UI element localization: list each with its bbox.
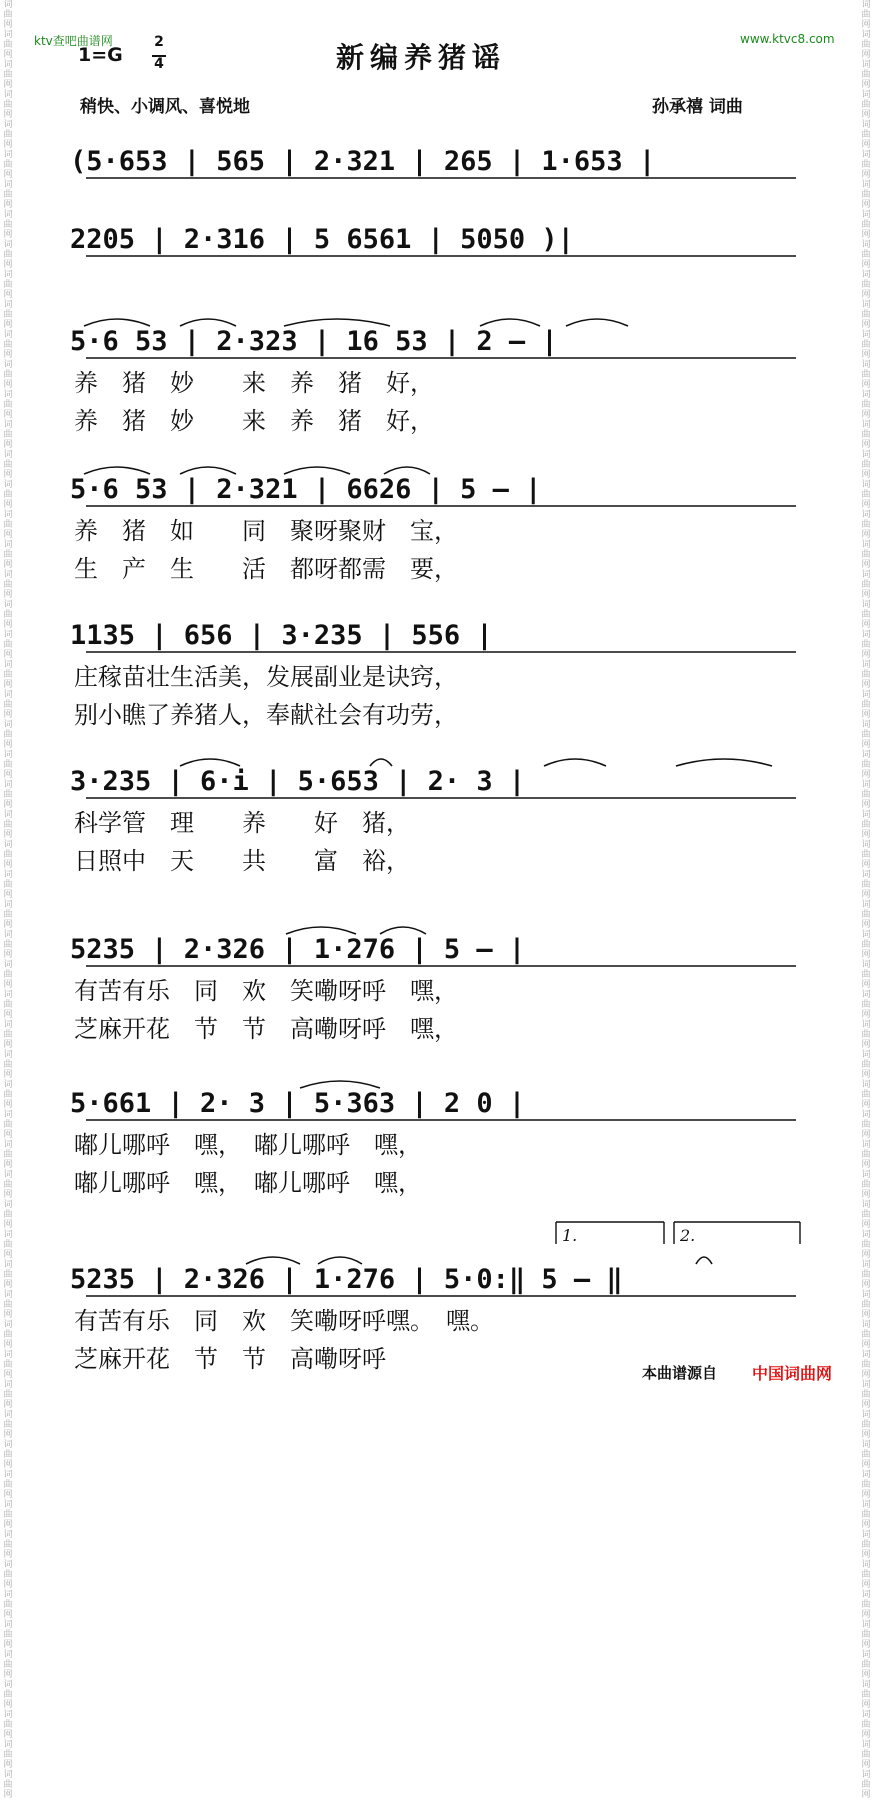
watermark-right: www.ktvc8.com <box>740 32 835 46</box>
system-4-lyric-1: 养 猪 如 同 聚呀聚财 宝， <box>74 517 458 545</box>
slur <box>246 1257 300 1264</box>
key-signature: 1=G <box>78 44 123 66</box>
system-9-notes: 5235 | 2·326 | 1·276 | 5·0:‖ 5 — ‖ <box>70 1264 623 1295</box>
slur <box>180 319 236 326</box>
volta-first: 1. <box>562 1226 578 1245</box>
time-signature-top: 2 <box>154 34 164 50</box>
slur <box>566 319 628 326</box>
system-4-lyric-2: 生 产 生 活 都呀都需 要， <box>74 555 458 583</box>
volta-second: 2. <box>680 1226 696 1245</box>
slur <box>180 759 240 766</box>
system-4-notes: 5·6 53 | 2·321 | 6626 | 5 — | <box>70 474 542 505</box>
slur <box>384 467 430 474</box>
system-7-lyric-2: 芝麻开花 节 节 高嘞呀呼 嘿， <box>74 1015 458 1043</box>
system-7-notes: 5235 | 2·326 | 1·276 | 5 — | <box>70 934 526 965</box>
slur <box>696 1257 712 1264</box>
system-5-lyric-2: 别小瞧了养猪人，奉献社会有功劳， <box>74 701 458 729</box>
slur <box>676 759 772 766</box>
system-9-lyric-1: 有苦有乐 同 欢 笑嘞呀呼嘿。 嘿。 <box>74 1307 494 1335</box>
slur <box>370 759 392 766</box>
system-5-lyric-1: 庄稼苗壮生活美，发展副业是诀窍， <box>74 663 458 691</box>
slur <box>544 759 606 766</box>
source-site: 中国词曲网 <box>752 1364 833 1383</box>
slur <box>300 1081 380 1088</box>
system-5-notes: 1135 | 656 | 3·235 | 556 | <box>70 620 493 651</box>
system-9-lyric-2: 芝麻开花 节 节 高嘞呀呼 <box>74 1345 386 1373</box>
song-title: 新编养猪谣 <box>336 41 507 74</box>
slur <box>318 1257 362 1264</box>
time-signature-bottom: 4 <box>154 56 164 72</box>
watermark-left: ktv查吧曲谱网 <box>34 34 113 48</box>
slur <box>480 319 540 326</box>
system-3-notes: 5·6 53 | 2·323 | 16 53 | 2 — | <box>70 326 558 357</box>
system-6-lyric-1: 科学管 理 养 好 猪， <box>74 809 410 837</box>
system-6-lyric-2: 日照中 天 共 富 裕， <box>74 847 410 875</box>
slur <box>180 467 236 474</box>
slur <box>84 319 150 326</box>
slur <box>284 467 350 474</box>
side-watermark-left: 词曲网词曲网词曲网词曲网词曲网词曲网词曲网词曲网词曲网词曲网词曲网词曲网词曲网词曲网词曲网词曲网词曲网词曲网词曲网词曲网词曲网词曲网词曲网词曲网词曲网词曲网词曲网词曲网词曲网词曲网词曲网词曲网词曲网词曲网词曲网词曲网词曲网词曲网词曲网词曲网词曲网词曲网词曲网词曲网词曲网词曲网词曲网词曲网词曲网词曲网词曲网词曲网词曲网词曲网词曲网词曲网词曲网词曲网词曲网词曲网 <box>3 0 13 1800</box>
slur <box>284 319 390 326</box>
slur <box>286 927 356 934</box>
credit: 孙承禧 词曲 <box>652 97 743 117</box>
slur <box>380 927 426 934</box>
system-2-notes: 2205 | 2·316 | 5 6561 | 5050 )| <box>70 224 574 255</box>
system-6-notes: 3·235 | 6·i | 5·653 | 2· 3 | <box>70 766 526 797</box>
system-1-notes: (5·653 | 565 | 2·321 | 265 | 1·653 | <box>70 146 656 177</box>
tempo-marking: 稍快、小调风、喜悦地 <box>80 97 250 117</box>
system-3-lyric-1: 养 猪 妙 来 养 猪 好， <box>74 369 434 397</box>
system-8-lyric-1: 嘟儿哪呼 嘿， 嘟儿哪呼 嘿， <box>74 1131 422 1159</box>
system-3-lyric-2: 养 猪 妙 来 养 猪 好， <box>74 407 434 435</box>
system-8-notes: 5·661 | 2· 3 | 5·363 | 2 0 | <box>70 1088 526 1119</box>
system-8-lyric-2: 嘟儿哪呼 嘿， 嘟儿哪呼 嘿， <box>74 1169 422 1197</box>
source-label: 本曲谱源自 <box>642 1364 718 1382</box>
system-7-lyric-1: 有苦有乐 同 欢 笑嘞呀呼 嘿， <box>74 977 458 1005</box>
slur <box>84 467 150 474</box>
side-watermark-right: 词曲网词曲网词曲网词曲网词曲网词曲网词曲网词曲网词曲网词曲网词曲网词曲网词曲网词曲网词曲网词曲网词曲网词曲网词曲网词曲网词曲网词曲网词曲网词曲网词曲网词曲网词曲网词曲网词曲网词曲网词曲网词曲网词曲网词曲网词曲网词曲网词曲网词曲网词曲网词曲网词曲网词曲网词曲网词曲网词曲网词曲网词曲网词曲网词曲网词曲网词曲网词曲网词曲网词曲网词曲网词曲网词曲网词曲网词曲网词曲网 <box>861 0 871 1800</box>
